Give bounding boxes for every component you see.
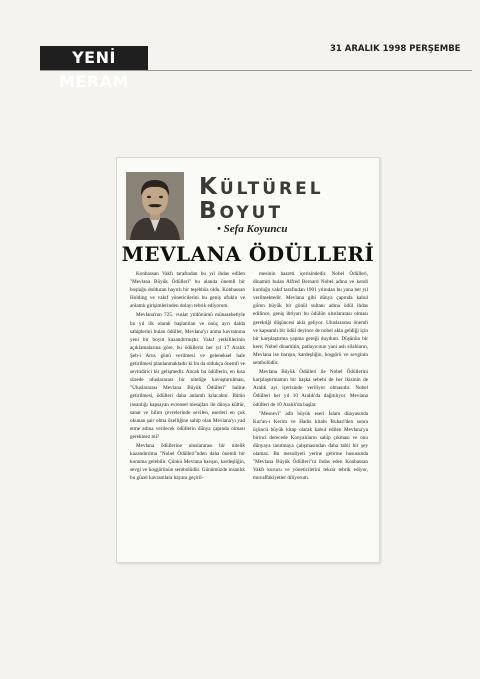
masthead-rule [40,70,472,71]
section-title-boyut: BOYUT [199,198,284,224]
newspaper-clipping [116,157,380,563]
article-headline: MEVLANA ÖDÜLLERİ [121,242,375,266]
author-portrait-image [126,172,184,240]
newspaper-masthead: YENİ MERAM [40,46,148,70]
paragraph: Mevlana Büyük Ödülleri ile Nobel Ödüllerini karşılaştırmamın bir başka sebebi de her ikisinin de Aralık ayı içerisinde veriliyor olmasıdır. Nobel Ödülleri her yıl 10 Aralık'da dağıtılıyor. Mevlana ödülleri de 10 Aralık'da başlar. [253,369,368,408]
author-photo [126,172,184,240]
section-title-initial: K [199,174,220,200]
section-title-kulturel: KÜLTÜREL [199,174,324,200]
author-byline: • Sefa Koyuncu [217,223,288,235]
article-column-left [130,270,245,483]
paragraph: Konbassan Vakfı tarafından bu yıl ihdas edilen "Mevlana Büyük Ödülleri" bu alanda önemli bir boşluğu dolduran hayırlı bir teşebbüs oldu. Konbassan Holding ve vakıf yöneticilerini bu geniş ufuklu ve anlamlı girişimlerinden dolayı tebrik ediyorum. [130,271,245,310]
paragraph: Mevlana ödüllerine uluslararası bir nitelik kazandırılma "Nobel Ödülleri"nden daha önemli bir konuma gelebilir. Çünkü Mevlana barışın, kardeşliğin, sevgi ve hoşgörünün sembolüdür. Günümüzde insanlık bu güzel kavramlara hayata geçiril- [130,442,245,482]
issue-date: 31 ARALIK 1998 PERŞEMBE [330,44,461,54]
paragraph: mesinin hasreti içerisindedir. Nobel Ödülleri, dinamiti bulan Alfred Bernard Nobel adına ve kendi kurduğu vakıf tarafından 1901 yılından bu yana her yıl verilmektedir. Mevlana gibi dünya çapında kabul gören büyük bir gönül sultanı adına ödül ihdas edilince, geniş ihtiyarı bu ödülün uluslararası olması gerektiği düşüncesi akla geliyor. Uluslararası önemli ve kapsamlı bir ödül deyince de nobel akla geldiği için bir karşılaştırma yapma gereği duydum. Düşünün bir kere; Nobel dinamitin, patlayıcının yani aslı silahların, Mevlana ise barışın, kardeşliğin, hoşgörü ve sevginin sembolüdür. [253,271,368,367]
article-column-right [253,270,368,483]
paragraph: Mevlana'nın 725. vuslat yıldönümü münasebetiyle bu yıl ilk olarak başlanılan ve onüç ayrı dalda sahiplerini bulan ödüller, Mevlana'yı anma kavramına yeni bir boyut kazandırmıştır. Vakıf yetkililerinin açıklamalarına göre, bu ödüllerin her yıl 17 Aralık Şeb-i Arus günü verilmesi ve geleneksel hale getirilmesi planlanmaktadır ki bu da oldukça önemli ve sevindirici bir gelişmedir. Ancak bu ödüllerin, en kısa sürede uluslararası bir niteliğe kavuşturulması, "Uluslararası Mevlana Büyük Ödülleri" haline getirilmesi, ödülleri daha anlamlı kılacaktır. Bütün insanlığı kapsayan evrensel mesajları ile dünya kültür, sanat ve bilim çevrelerinde sevilen, eserleri en çok okunan şair olma özelliğine sahip olan Mevlana'yı yad etme adına verilecek ödüllerin dünya çapında olması gerekmez mi? [130,312,245,440]
section-title-initial: B [199,198,220,224]
paragraph: "Mesnevi" adlı büyük eseri İslam dünyasında Kur'an-ı Kerim ve Hadis kitabı Buhari'den sonra üçüncü büyük kitap olarak kabul edilen Mevlana'ya birinci derecede Konyalıların sahip çıkması ve onu dünyaya tanıtmaya çalışmasından daha tabii bir şey olamaz. Bu mesuliyeti yerine getirme hususunda "Mevlana Büyük Ödülleri"ni ihdas eden Konbassan Vakfı kurucu ve yöneticilerini tekrar tebrik ediyor, muvaffakiyetler diliyorum. [253,410,368,482]
